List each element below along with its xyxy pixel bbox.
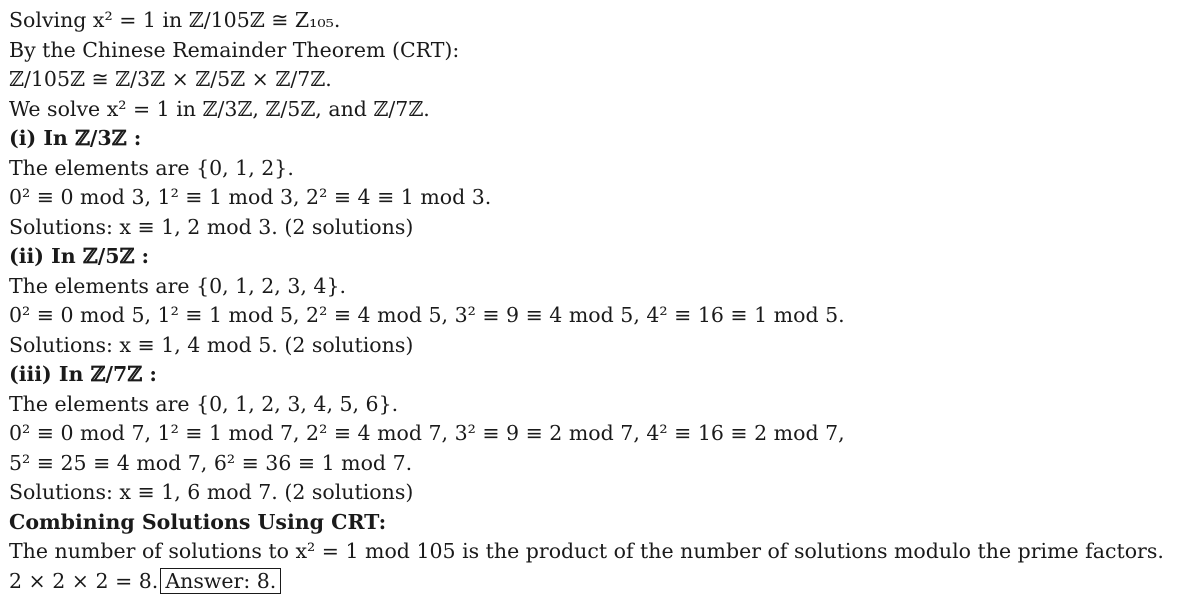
squares-line-mod-7-part-1: 0² ≡ 0 mod 7, 1² ≡ 1 mod 7, 2² ≡ 4 mod 7, 3² ≡ 9 ≡ 2 mod 7, 4² ≡ 16 ≡ 2 mod 7, [9,421,845,445]
elements-line-mod-5: The elements are {0, 1, 2, 3, 4}. [9,273,347,298]
elements-line-mod-3: The elements are {0, 1, 2}. [9,155,294,180]
squares-line-mod-7-part-2: 5² ≡ 25 ≡ 4 mod 7, 6² ≡ 36 ≡ 1 mod 7. [9,450,413,475]
section-heading-mod-5: (ii) In ℤ/5ℤ : [9,244,150,268]
squares-line-mod-3: 0² ≡ 0 mod 3, 1² ≡ 1 mod 3, 2² ≡ 4 ≡ 1 mod 3. [9,185,492,209]
crt-decomposition-line: ℤ/105ℤ ≅ ℤ/3ℤ × ℤ/5ℤ × ℤ/7ℤ. [9,67,332,91]
solutions-line-mod-3: Solutions: x ≡ 1, 2 mod 3. (2 solutions) [9,214,414,239]
intro-line: Solving x² = 1 in ℤ/105ℤ ≅ Z₁₀₅. [9,8,341,32]
squares-line-mod-5: 0² ≡ 0 mod 5, 1² ≡ 1 mod 5, 2² ≡ 4 mod 5, 3² ≡ 9 ≡ 4 mod 5, 4² ≡ 16 ≡ 1 mod 5. [9,303,845,327]
combining-explanation-line: The number of solutions to x² = 1 mod 105 is the product of the number of solutions modulo the prime factors. [9,539,1164,563]
solve-plan-line: We solve x² = 1 in ℤ/3ℤ, ℤ/5ℤ, and ℤ/7ℤ. [9,96,430,121]
final-expression: 2 × 2 × 2 = 8. [9,568,159,593]
elements-line-mod-7: The elements are {0, 1, 2, 3, 4, 5, 6}. [9,391,399,416]
solution-document [9,6,1174,596]
combining-heading: Combining Solutions Using CRT: [9,509,387,534]
final-line [9,567,1174,597]
section-heading-mod-3: (i) In ℤ/3ℤ : [9,126,142,150]
solutions-line-mod-7: Solutions: x ≡ 1, 6 mod 7. (2 solutions) [9,480,414,504]
section-heading-mod-7: (iii) In ℤ/7ℤ : [9,362,157,386]
answer-box: Answer: 8. [160,568,281,594]
solutions-line-mod-5: Solutions: x ≡ 1, 4 mod 5. (2 solutions) [9,332,414,357]
crt-intro-line: By the Chinese Remainder Theorem (CRT): [9,37,460,62]
